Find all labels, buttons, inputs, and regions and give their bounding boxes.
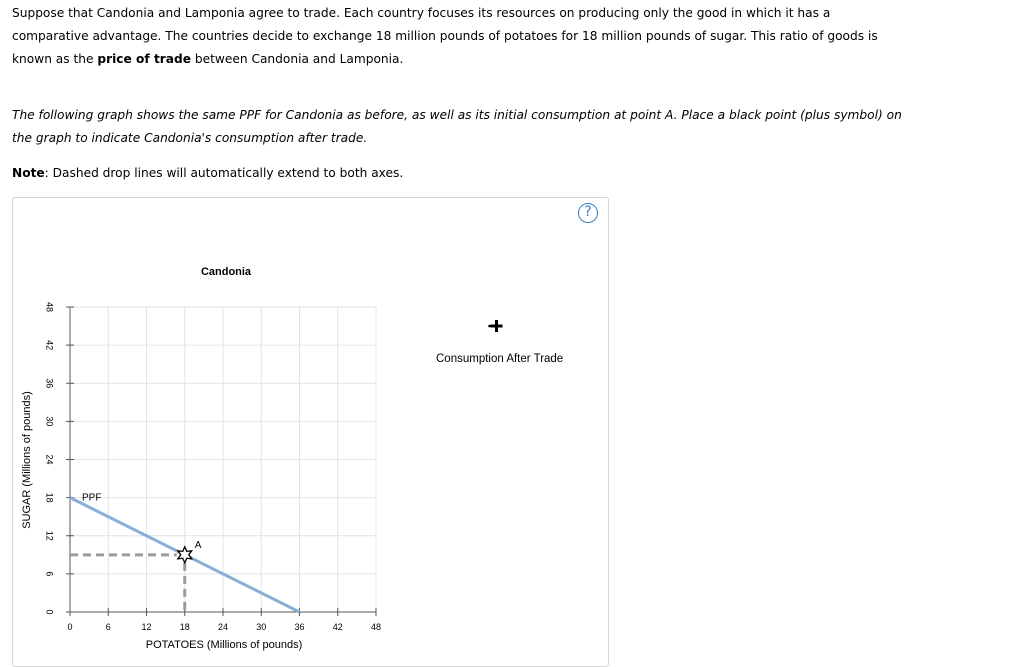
x-tick-label: 30	[256, 622, 267, 632]
y-tick-label: 48	[44, 301, 55, 313]
x-tick-label: 24	[217, 622, 229, 632]
y-tick-label: 6	[44, 571, 55, 577]
x-tick-label: 36	[294, 622, 305, 632]
chart-axes	[66, 307, 376, 616]
chart-title: Candonia	[200, 266, 252, 278]
help-icon[interactable]: ?	[578, 203, 598, 223]
x-axis-title: POTATOES (Millions of pounds)	[145, 639, 303, 651]
plus-icon[interactable]	[488, 320, 502, 332]
y-tick-label: 12	[44, 530, 55, 541]
note-paragraph: Note: Dashed drop lines will automatically extend to both axes.	[12, 166, 404, 180]
x-tick-label: 12	[141, 622, 152, 632]
tool-label: Consumption After Trade	[436, 353, 564, 365]
point-a-label: A	[194, 539, 202, 551]
chart-grid	[70, 307, 376, 612]
x-tick-label: 42	[332, 622, 343, 632]
y-tick-label: 30	[44, 416, 55, 427]
y-tick-label: 0	[44, 609, 55, 615]
intro-paragraph: Suppose that Candonia and Lamponia agree to trade. Each country focuses its resources on producing only the good in which it has a comparative advantage. The countries decide to exchange 18 million pounds of potatoes for 18 million pounds of sugar. This ratio of goods is known as the price of trade between Candonia and Lamponia.	[12, 6, 878, 66]
y-tick-label: 24	[44, 454, 55, 465]
y-tick-label: 36	[44, 378, 55, 389]
y-axis-title: SUGAR (Millions of pounds)	[21, 391, 33, 529]
x-tick-label: 18	[179, 622, 190, 632]
y-tick-label: 18	[44, 492, 55, 503]
x-tick-label: 6	[105, 622, 111, 632]
x-tick-label: 48	[370, 622, 382, 632]
instruction-paragraph: The following graph shows the same PPF for Candonia as before, as well as its initial consumption at point A. Place a black point (plus symbol) on the graph to indicate Candonia's consumption after trade.	[12, 108, 902, 145]
ppf-label: PPF	[82, 492, 102, 504]
x-tick-label: 0	[67, 622, 73, 632]
chart-labels	[21, 266, 381, 651]
y-tick-label: 42	[44, 340, 55, 351]
point-a-marker	[178, 547, 192, 563]
